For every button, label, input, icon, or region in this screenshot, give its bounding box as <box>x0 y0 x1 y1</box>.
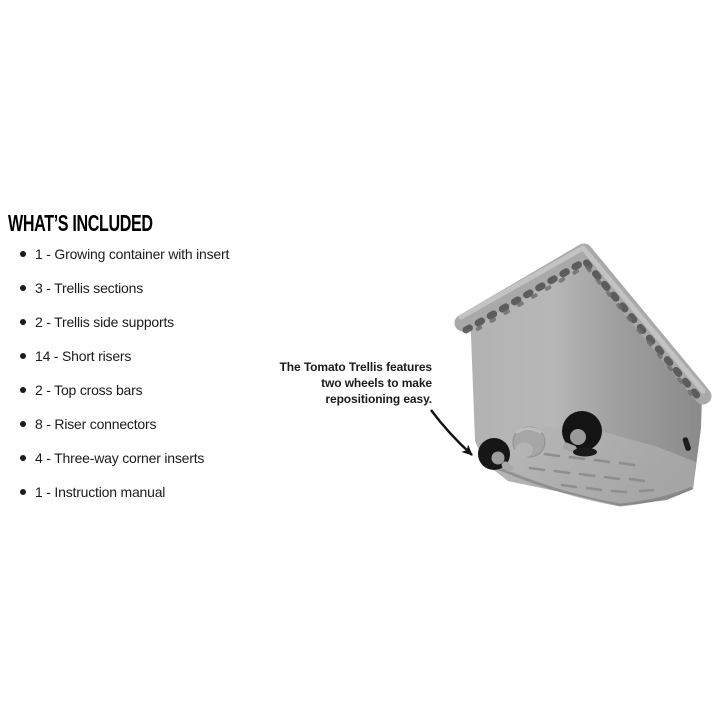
list-item <box>20 416 308 433</box>
list-item <box>20 314 308 331</box>
list-item-label: 2 - Trellis side supports <box>35 314 174 331</box>
bullet-icon <box>20 319 26 325</box>
list-item-label: 4 - Three-way corner inserts <box>35 450 205 467</box>
list-item <box>20 280 308 297</box>
page-title: WHAT’S INCLUDED <box>8 210 153 236</box>
drain-knob <box>513 427 545 458</box>
list-item-label: 2 - Top cross bars <box>35 382 143 399</box>
list-item <box>20 450 308 467</box>
callout-line: repositioning easy. <box>325 392 432 406</box>
bullet-icon <box>20 353 26 359</box>
callout-line: The Tomato Trellis features <box>279 360 432 374</box>
tomato-trellis-container-photo <box>420 230 720 520</box>
bullet-icon <box>20 251 26 257</box>
bullet-icon <box>20 455 26 461</box>
wheels-callout-text <box>230 359 432 407</box>
list-item-label: 14 - Short risers <box>35 348 132 365</box>
bullet-icon <box>20 489 26 495</box>
bullet-icon <box>20 387 26 393</box>
list-item-label: 8 - Riser connectors <box>35 416 157 433</box>
bullet-icon <box>20 285 26 291</box>
list-item-label: 1 - Instruction manual <box>35 484 166 501</box>
callout-arrow <box>431 410 472 455</box>
list-item-label: 3 - Trellis sections <box>35 280 144 297</box>
list-item-label: 1 - Growing container with insert <box>35 246 230 263</box>
callout-line: two wheels to make <box>321 376 432 390</box>
list-item <box>20 484 308 501</box>
bullet-icon <box>20 421 26 427</box>
list-item <box>20 246 308 263</box>
